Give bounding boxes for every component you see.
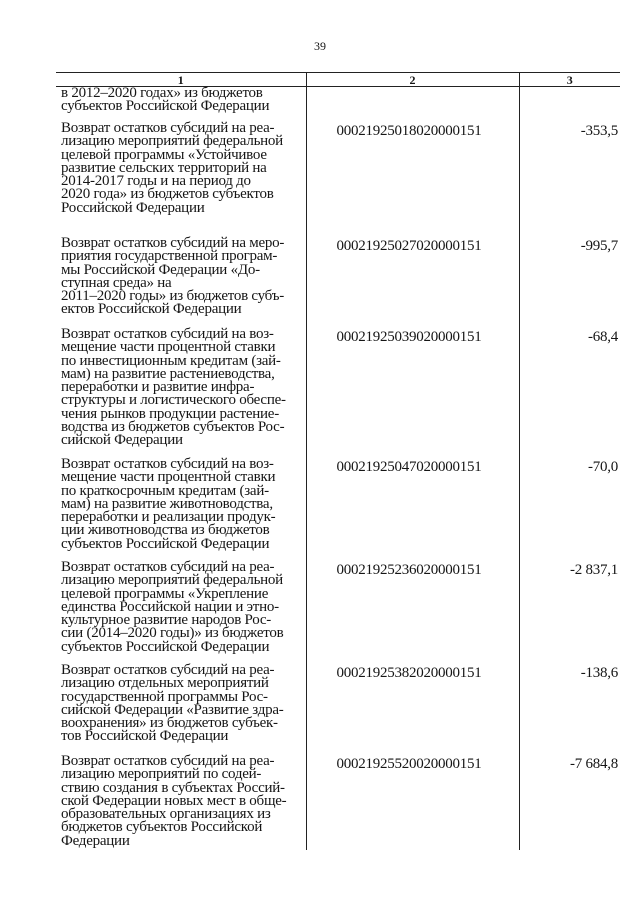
table-row — [56, 328, 620, 458]
column-header-amount: 3 — [519, 73, 620, 87]
column-header-name: 1 — [56, 73, 306, 87]
page-number: 39 — [314, 39, 326, 53]
row-amount: -2 837,1 — [570, 562, 618, 578]
row-name-cell — [56, 664, 306, 755]
row-name-cell — [56, 458, 306, 561]
row-amount: -138,6 — [580, 665, 618, 681]
row-code-cell — [306, 458, 519, 561]
row-name: в 2012–2020 годах» из бюджетов субъектов Российской Федерации — [61, 85, 270, 115]
table-row — [56, 122, 620, 237]
row-code: 00021925236020000151 — [336, 562, 482, 578]
row-amount-cell — [519, 458, 620, 561]
row-amount-cell — [519, 755, 620, 850]
row-name: Возврат остатков субсидий на реа- лизацию мероприятий федеральной целевой программы «Устойчивое развитие сельских территорий на 2014-2017 годы и на период до 2020 года» из бюджетов субъектов Российской Федерации — [61, 120, 283, 216]
row-amount — [520, 87, 619, 90]
row-code: 00021925520020000151 — [336, 756, 482, 772]
table-row — [56, 664, 620, 755]
row-amount-cell — [519, 664, 620, 755]
row-code: 00021925027020000151 — [336, 238, 482, 254]
row-name: Возврат остатков субсидий на воз- мещение части процентной ставки по инвестиционным кредитам (зай- мам) на развитие растениеводства, переработки и развитие инфра- структуры и логистического обеспе- чения рынков продукции растение- водства из бюджетов субъектов Рос- сийской Федерации — [61, 326, 286, 449]
row-name: Возврат остатков субсидий на реа- лизацию мероприятий по содей- ствию создания в субъектах Россий- ской Федерации новых мест в обще- образовательных организациях из бюджетов субъектов Российской Федерации — [61, 753, 287, 849]
table-row — [56, 561, 620, 664]
row-code-cell — [306, 755, 519, 850]
row-amount: -995,7 — [580, 238, 618, 254]
row-name-cell — [56, 237, 306, 328]
row-code: 00021925039020000151 — [336, 329, 482, 345]
budget-table — [56, 72, 620, 850]
row-code-cell — [306, 561, 519, 664]
row-code: 00021925047020000151 — [336, 459, 482, 475]
row-code-cell — [306, 122, 519, 237]
row-code-cell — [306, 664, 519, 755]
table-row-continuation — [56, 87, 620, 123]
row-amount-cell — [519, 561, 620, 664]
row-name-cell — [56, 328, 306, 458]
table-row — [56, 237, 620, 328]
row-code: 00021925382020000151 — [336, 665, 482, 681]
row-name: Возврат остатков субсидий на воз- мещение части процентной ставки по краткосрочным кредитам (зай- мам) на развитие животноводства, переработки и реализации продук- ции животноводства из бюджетов субъектов Российской Федерации — [61, 456, 276, 552]
table-row — [56, 755, 620, 850]
column-header-code: 2 — [306, 73, 519, 87]
row-amount: -70,0 — [588, 459, 618, 475]
row-amount: -68,4 — [588, 329, 618, 345]
row-code-cell — [306, 237, 519, 328]
row-amount: -7 684,8 — [570, 756, 618, 772]
row-name: Возврат остатков субсидий на меро- приятия государственной програм- мы Российской Федерации «До- ступная среда» на 2011–2020 годы» из бюджетов субъ- ектов Российской Федерации — [61, 235, 285, 318]
row-name-cell — [56, 561, 306, 664]
row-code-cell — [306, 328, 519, 458]
row-name-cell — [56, 87, 306, 123]
row-name-cell — [56, 755, 306, 850]
row-code: 00021925018020000151 — [336, 123, 482, 139]
row-name: Возврат остатков субсидий на реа- лизацию отдельных мероприятий государственной программы Рос- сийской Федерации «Развитие здра- воохранения» из бюджетов субъек- тов Российской Федерации — [61, 662, 284, 745]
table-row — [56, 458, 620, 561]
row-amount-cell — [519, 328, 620, 458]
row-amount-cell — [519, 122, 620, 237]
row-name: Возврат остатков субсидий на реа- лизацию мероприятий федеральной целевой программы «Укрепление единства Российской нации и этно- культурное развитие народов Рос- сии (2014–2020 годы)» из бюджетов субъектов Российской Федерации — [61, 559, 284, 655]
row-code-cell — [306, 87, 519, 123]
row-code — [337, 87, 519, 90]
row-amount: -353,5 — [580, 123, 618, 139]
row-amount-cell — [519, 237, 620, 328]
row-name-cell — [56, 122, 306, 237]
row-amount-cell — [519, 87, 620, 123]
